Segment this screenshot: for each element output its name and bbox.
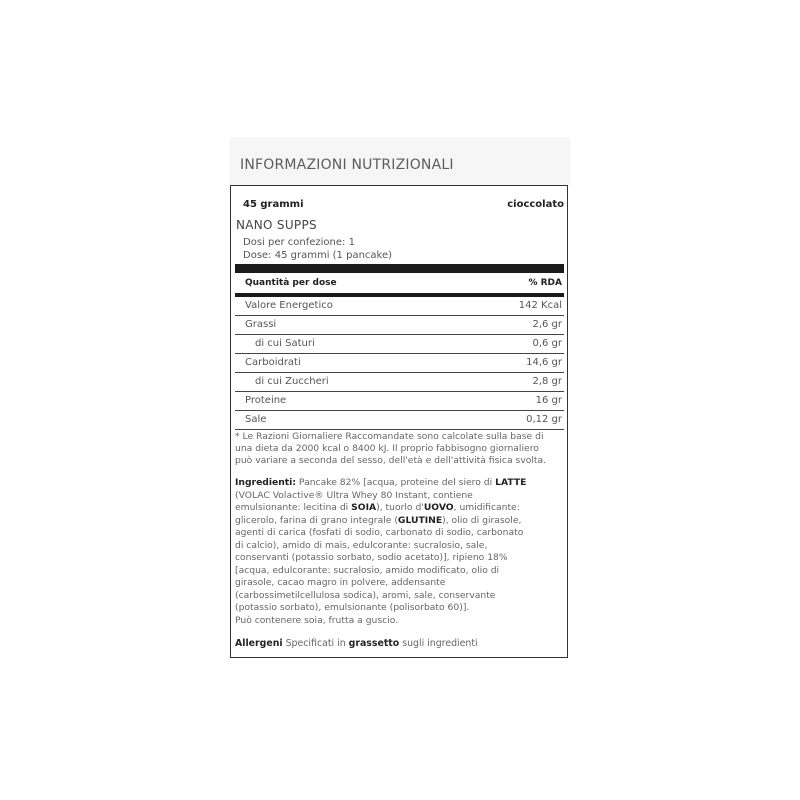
- brand-name: NANO SUPPS: [236, 218, 317, 232]
- table-header: [235, 273, 564, 293]
- footnote-line: * Le Razioni Giornaliere Raccomandate sono calcolate sulla base di: [235, 431, 544, 442]
- row-label: Proteine: [245, 395, 287, 406]
- ingredients-text: (potassio sorbato), emulsionante (polisorbato 60)].: [235, 602, 470, 613]
- table-row-saturated: [235, 335, 564, 354]
- allergens-text: Specificati in: [282, 638, 349, 649]
- ingredients-text: [acqua, edulcorante: sucralosio, amido modificato, olio di: [235, 564, 500, 576]
- ingredients-text: girasole, cacao magro in polvere, addensante: [235, 577, 446, 588]
- footnote-line: può variare a seconda del sesso, dell'età e dell'attività fisica svolta.: [235, 455, 547, 466]
- ingredients-text: agenti di carica (fosfati di sodio, carbonato di sodio, carbonato: [235, 527, 524, 538]
- row-value: 0,12 gr: [526, 414, 562, 425]
- ingredients-text: (VOLAC Volactive® Ultra Whey 80 Instant, contiene: [235, 489, 473, 501]
- table-row-salt: [235, 411, 564, 430]
- row-label: Grassi: [245, 319, 277, 330]
- table-row-energy: [235, 297, 564, 316]
- row-value: 2,6 gr: [532, 319, 562, 330]
- ingredients-list: [235, 477, 561, 627]
- ingredients-text: Pancake 82% [acqua, proteine del siero di: [296, 477, 496, 488]
- ingredients-text: emulsionante: lecitina di: [235, 502, 352, 513]
- allergens-bold-word: grassetto: [348, 638, 400, 649]
- flavor: cioccolato: [507, 199, 564, 210]
- doses-per-pack: Dosi per confezione: 1: [243, 237, 355, 248]
- nutrition-title: INFORMAZIONI NUTRIZIONALI: [240, 157, 454, 173]
- ingredients-text: (carbossimetilcellulosa sodica), aromi, sale, conservante: [235, 589, 496, 601]
- row-value: 16 gr: [535, 395, 562, 406]
- row-label: di cui Saturi: [255, 338, 315, 349]
- ingredients-text: conservanti (potassio sorbato, sodio acetato)], ripieno 18%: [235, 552, 508, 563]
- nutrition-header: [230, 137, 570, 185]
- divider-thick: [235, 264, 564, 273]
- row-label: Sale: [245, 414, 267, 425]
- nutrition-label: [230, 185, 568, 658]
- serving-row: [241, 199, 564, 213]
- row-label: di cui Zuccheri: [255, 376, 329, 387]
- ingredients-text: , umidificante:: [453, 502, 520, 513]
- table-row-sugars: [235, 373, 564, 392]
- row-label: Carboidrati: [245, 357, 301, 368]
- allergens-note: [235, 638, 561, 649]
- row-value: 2,8 gr: [532, 376, 562, 387]
- allergen-soy: SOIA: [351, 502, 377, 513]
- ingredients-text: di calcio), amido di mais, edulcorante: sucralosio, sale,: [235, 539, 488, 551]
- serving-weight: 45 grammi: [243, 199, 304, 210]
- table-header-quantity: Quantità per dose: [245, 278, 337, 288]
- footnote-line: una dieta da 2000 kcal o 8400 kJ. Il proprio fabbisogno giornaliero: [235, 443, 539, 454]
- ingredients-label: Ingredienti:: [235, 477, 297, 488]
- row-value: 142 Kcal: [518, 300, 562, 311]
- table-row-protein: [235, 392, 564, 411]
- table-header-rda: % RDA: [528, 278, 562, 288]
- rda-footnote: [235, 431, 560, 467]
- allergens-label: Allergeni: [235, 638, 283, 649]
- ingredients-text: ), tuorlo d': [376, 502, 424, 513]
- allergens-text: sugli ingredienti: [399, 638, 478, 649]
- ingredients-text: Può contenere soia, frutta a guscio.: [235, 614, 399, 626]
- allergen-milk: LATTE: [495, 477, 527, 488]
- row-value: 14,6 gr: [526, 357, 562, 368]
- ingredients-text: ), olio di girasole,: [442, 514, 522, 526]
- allergen-egg: UOVO: [423, 502, 454, 513]
- table-row-carbs: [235, 354, 564, 373]
- allergen-gluten: GLUTINE: [397, 514, 443, 526]
- row-label: Valore Energetico: [245, 300, 333, 311]
- ingredients-text: glicerolo, farina di grano integrale (: [235, 514, 398, 526]
- table-row-fat: [235, 316, 564, 335]
- row-value: 0,6 gr: [532, 338, 562, 349]
- dose-info: Dose: 45 grammi (1 pancake): [243, 250, 393, 261]
